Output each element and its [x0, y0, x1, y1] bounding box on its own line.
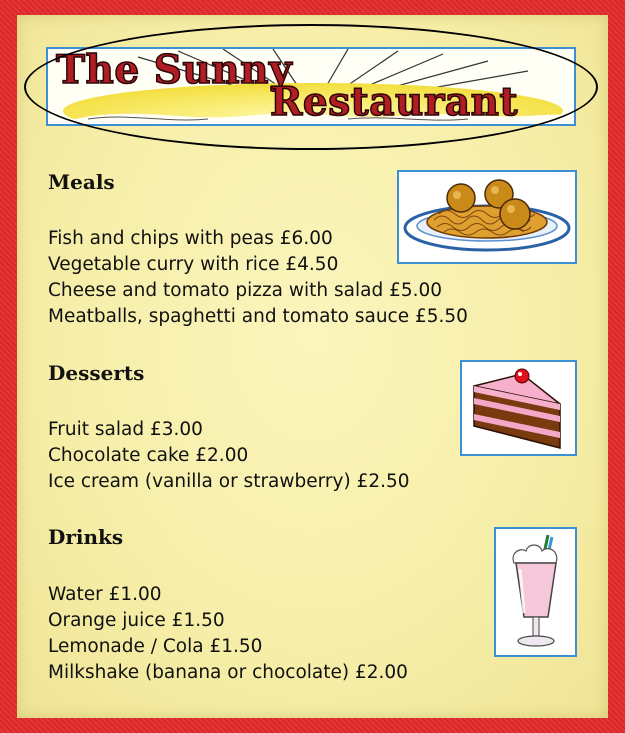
spaghetti-icon	[399, 172, 575, 262]
menu-item: Chocolate cake £2.00	[48, 445, 249, 466]
menu-item: Water £1.00	[48, 584, 162, 605]
menu-item: Cheese and tomato pizza with salad £5.00	[48, 280, 443, 301]
section-heading-drinks: Drinks	[48, 525, 124, 549]
section-heading-meals: Meals	[48, 170, 115, 194]
milkshake-picture	[494, 527, 577, 657]
menu-item: Milkshake (banana or chocolate) £2.00	[48, 662, 408, 683]
menu-item: Meatballs, spaghetti and tomato sauce £5.50	[48, 306, 468, 327]
cake-slice-icon	[462, 362, 575, 454]
chocolate-cake-picture	[460, 360, 577, 456]
menu-item: Orange juice £1.50	[48, 610, 225, 631]
logo-title-line-1: The Sunny	[56, 47, 293, 93]
menu-item: Vegetable curry with rice £4.50	[48, 254, 339, 275]
menu-item: Fish and chips with peas £6.00	[48, 228, 333, 249]
milkshake-icon	[496, 529, 575, 655]
menu-item: Ice cream (vanilla or strawberry) £2.50	[48, 471, 410, 492]
spaghetti-meatballs-picture	[397, 170, 577, 264]
logo-oval-outline	[24, 24, 598, 150]
section-heading-desserts: Desserts	[48, 361, 145, 385]
logo-title-line-2: Restaurant	[270, 79, 519, 125]
menu-item: Lemonade / Cola £1.50	[48, 636, 263, 657]
menu-item: Fruit salad £3.00	[48, 419, 203, 440]
